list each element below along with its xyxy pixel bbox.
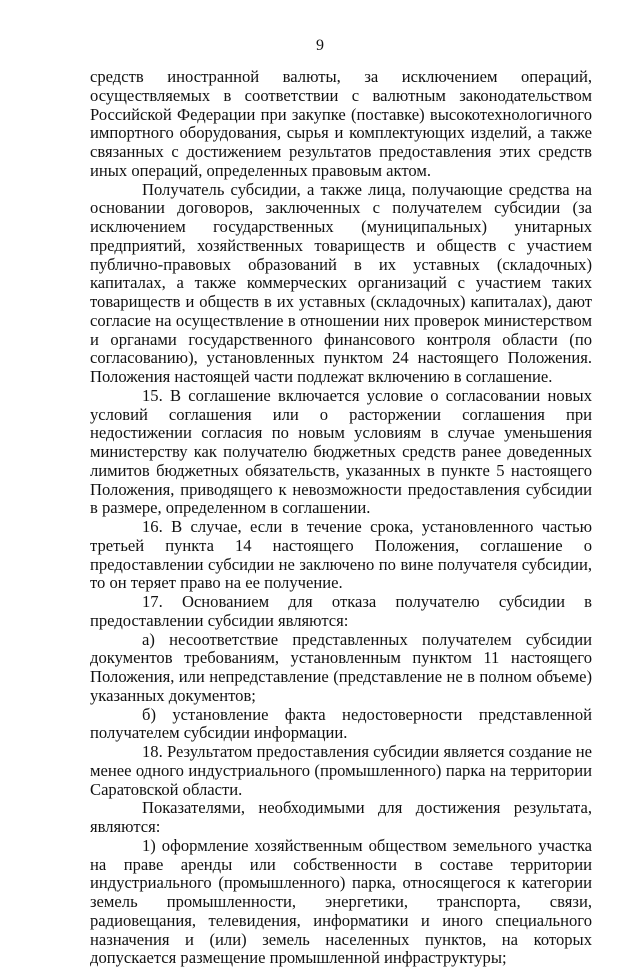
paragraph-indicator-1: 1) оформление хозяйственным обществом земельного участка на праве аренды или собственности в составе территории индустриального (промышленного) парка, относящегося к категории земель промышленности, энергетики, транспорта, связи, радиовещания, телевидения, информатики и иного специального назначения и (или) земель населенных пунктов, на которых допускается размещение промышленной инфраструктуры; <box>90 835 592 968</box>
document-body <box>90 68 592 968</box>
paragraph-item-16: 16. В случае, если в течение срока, установленного частью третьей пункта 14 настоящего Положения, соглашение о предоставлении субсидии не заключено по вине получателя субсидии, то он теряет право на ее получение. <box>90 517 592 593</box>
paragraph-item-17b: б) установление факта недостоверности представленной получателем субсидии информации. <box>90 704 592 743</box>
paragraph-indicators: Показателями, необходимыми для достижения результата, являются: <box>90 798 592 836</box>
paragraph-item-18: 18. Результатом предоставления субсидии является создание не менее одного индустриального (промышленного) парка на территории Саратовской области. <box>90 742 592 799</box>
paragraph-item-15: 15. В соглашение включается условие о согласовании новых условий соглашения или о расторжении соглашения при недостижении согласия по новым условиям в случае уменьшения министерству как получателю бюджетных средств ранее доведенных лимитов бюджетных обязательств, указанных в пункте 5 настоящего Положения, приводящего к невозможности предоставления субсидии в размере, определенном в соглашении. <box>90 385 592 518</box>
paragraph-item-17a: а) несоответствие представленных получателем субсидии документов требованиям, установленным пунктом 11 настоящего Положения, или непредставление (представление не в полном объеме) указанных документов; <box>90 629 592 705</box>
paragraph-continuation: средств иностранной валюты, за исключением операций, осуществляемых в соответствии с валютным законодательством Российской Федерации при закупке (поставке) высокотехнологичного импортного оборудования, сырья и комплектующих изделий, а также связанных с достижением результатов предоставления этих средств иных операций, определенных правовым актом. <box>90 67 592 180</box>
paragraph-consent: Получатель субсидии, а также лица, получающие средства на основании договоров, заключенных с получателем субсидии (за исключением государственных (муниципальных) унитарных предприятий, хозяйственных товариществ и обществ с участием публично-правовых образований в их уставных (складочных) капиталах, а также коммерческих организаций с участием таких товариществ и обществ в их уставных (складочных) капиталах), дают согласие на осуществление в отношении них проверок министерством и органами государственного финансового контроля области (по согласованию), установленных пунктом 24 настоящего Положения. Положения настоящей части подлежат включению в соглашение. <box>90 179 592 386</box>
paragraph-item-17: 17. Основанием для отказа получателю субсидии в предоставлении субсидии являются: <box>90 592 592 630</box>
page-number: 9 <box>316 37 324 54</box>
